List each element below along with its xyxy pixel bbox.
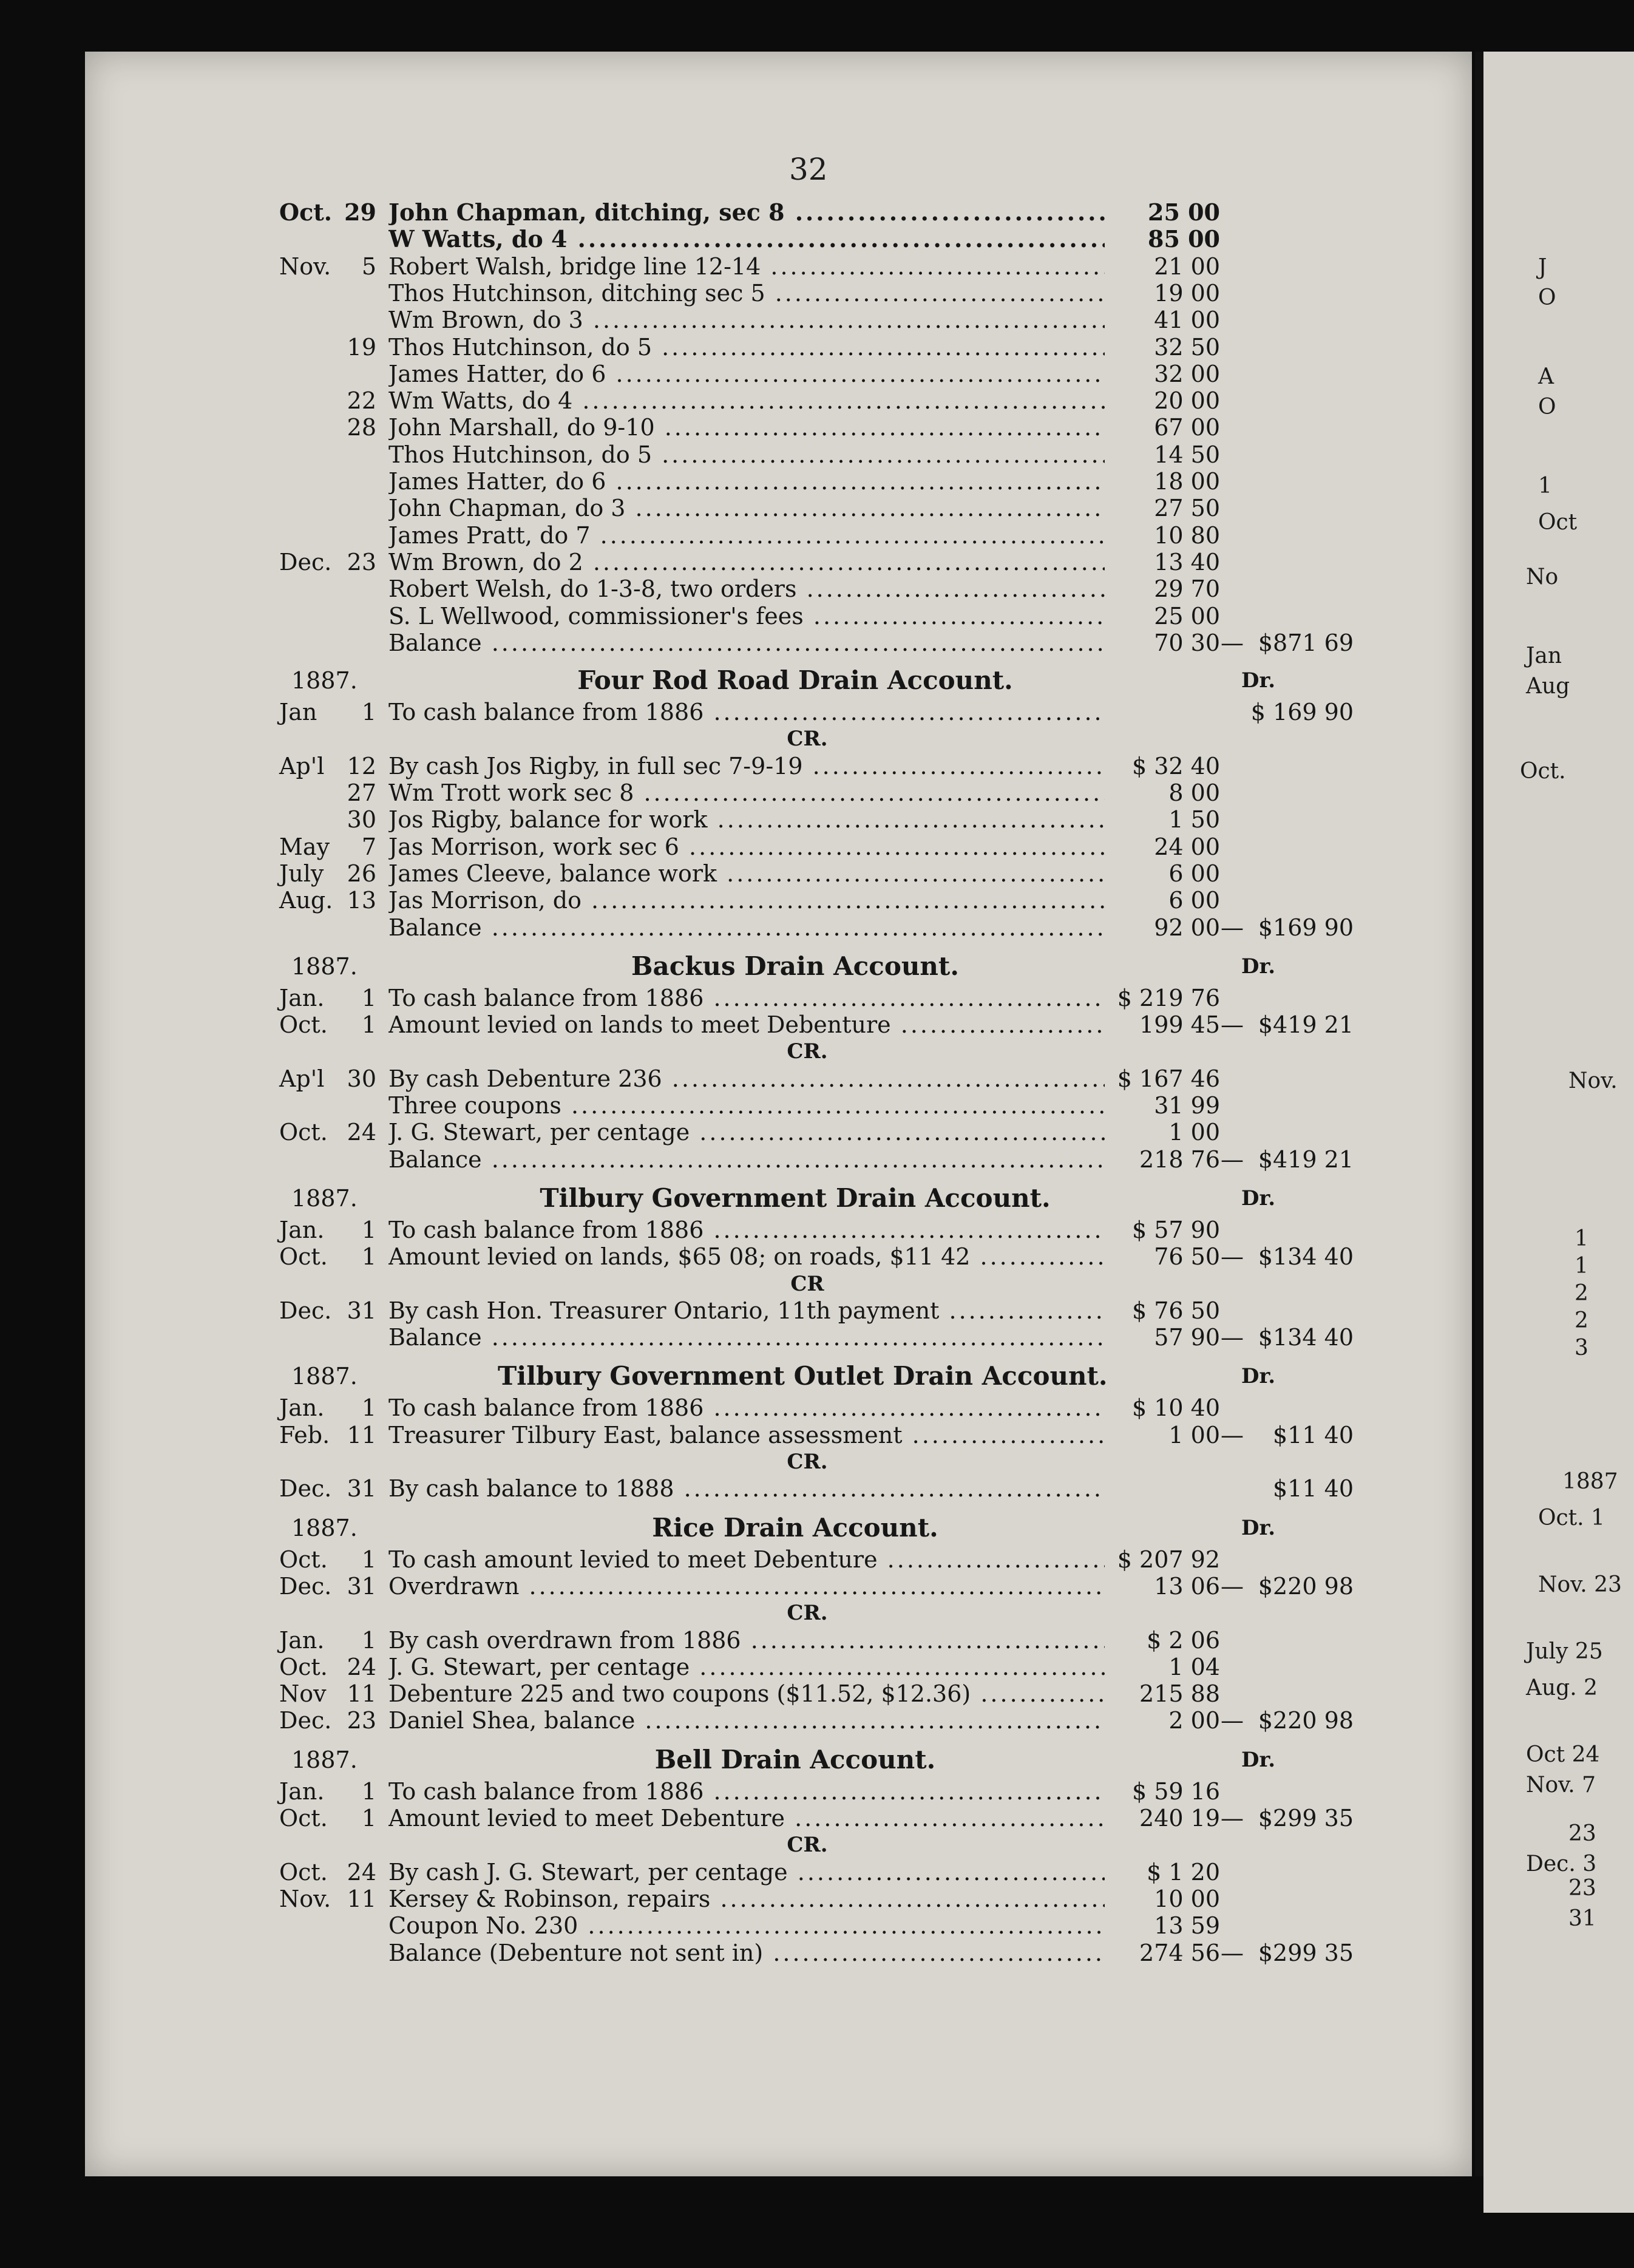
ledger-entry: [0, 495, 1634, 521]
ledger-entry: [0, 1119, 1634, 1146]
ledger-entry: [0, 1680, 1634, 1707]
entry-amount: $ 207 92: [1117, 1546, 1220, 1573]
credit-heading: [0, 1038, 1634, 1065]
entry-month: Oct.: [279, 1243, 328, 1271]
account-heading: [0, 953, 1634, 987]
entry-description: James Hatter, do 6 .....: [388, 468, 1105, 495]
entry-amount: $ 167 46: [1117, 1065, 1220, 1092]
entry-description: To cash balance from 1886 .....: [388, 1217, 1105, 1243]
entry-day: 29: [344, 199, 376, 226]
entry-day: 1: [361, 699, 376, 726]
entry-description: Balance .....: [388, 914, 1105, 941]
entry-day: 1: [361, 1394, 376, 1422]
facing-page-fragment: No: [1526, 565, 1559, 589]
entry-month: Ap'l: [279, 752, 325, 779]
entry-month: Oct.: [279, 1546, 328, 1573]
entry-amount: 1 50: [1168, 806, 1220, 834]
ledger-entry: [0, 1475, 1634, 1502]
facing-page-fragment: Nov. 23: [1538, 1572, 1622, 1597]
ledger-entry: [0, 1297, 1634, 1324]
entry-description: Balance .....: [388, 1146, 1105, 1173]
entry-day: 31: [347, 1297, 376, 1324]
ledger-entry: [0, 914, 1634, 941]
entry-month: Aug.: [279, 887, 333, 914]
entry-day: 1: [361, 1626, 376, 1654]
entry-amount: 13 06: [1154, 1572, 1220, 1600]
entry-day: 24: [347, 1858, 376, 1886]
entry-amount: $ 57 90: [1131, 1216, 1220, 1243]
facing-page-fragment: 31: [1568, 1906, 1596, 1931]
ledger-entry: [0, 1912, 1634, 1939]
credit-label: CR.: [787, 1833, 828, 1858]
facing-page-fragment: 23: [1568, 1821, 1596, 1846]
ledger-entry: [0, 1324, 1634, 1351]
entry-amount: $ 10 40: [1131, 1394, 1220, 1422]
ledger-entry: [0, 1805, 1634, 1832]
entry-month: July: [279, 860, 324, 887]
entry-month: Jan.: [279, 1626, 325, 1654]
entry-month: Oct.: [279, 1805, 328, 1832]
credit-heading: [0, 1448, 1634, 1475]
entry-description: Balance .....: [388, 1324, 1105, 1351]
entry-description: Robert Welsh, do 1-3-8, two orders .....: [388, 575, 1105, 602]
ledger-entry: [0, 779, 1634, 806]
entry-description: Treasurer Tilbury East, balance assessment .....: [388, 1422, 1105, 1448]
entry-total: $299 35: [1258, 1939, 1354, 1966]
entry-day: 31: [347, 1475, 376, 1502]
entry-total: $220 98: [1258, 1707, 1354, 1734]
entry-description: By cash Jos Rigby, in full sec 7-9-19 .....: [388, 753, 1105, 779]
entry-month: Dec.: [279, 1475, 332, 1502]
entry-total: $134 40: [1258, 1324, 1354, 1351]
entry-day: 19: [347, 333, 376, 361]
entry-description: Amount levied on lands to meet Debenture .....: [388, 1011, 1105, 1038]
entry-amount: 32 50: [1154, 333, 1220, 361]
entry-amount: 14 50: [1154, 441, 1220, 468]
entry-amount: 21 00: [1154, 253, 1220, 280]
facing-page-fragment: O: [1538, 285, 1556, 310]
entry-amount: 215 88: [1139, 1680, 1220, 1708]
entry-description: John Chapman, ditching, sec 8 .....: [388, 199, 1105, 226]
facing-page-fragment: A: [1538, 364, 1554, 389]
entry-total: $419 21: [1258, 1011, 1354, 1039]
account-year: 1887.: [291, 1184, 358, 1212]
ledger-entry: [0, 1011, 1634, 1038]
ledger-entry: [0, 549, 1634, 575]
entry-day: 24: [347, 1653, 376, 1680]
entry-amount: 70 30: [1154, 629, 1220, 656]
entry-description: Kersey & Robinson, repairs .....: [388, 1886, 1105, 1912]
entry-amount: 27 50: [1154, 495, 1220, 522]
entry-description: By cash balance to 1888 .....: [388, 1475, 1105, 1502]
entry-description: James Cleeve, balance work .....: [388, 860, 1105, 887]
total-dash: —: [1221, 1572, 1244, 1600]
ledger-entry: [0, 1065, 1634, 1092]
entry-day: 1: [361, 1777, 376, 1805]
credit-heading: [0, 1832, 1634, 1858]
debit-label: Dr.: [1241, 668, 1276, 693]
entry-amount: 1 00: [1168, 1119, 1220, 1146]
entry-description: Three coupons .....: [388, 1092, 1105, 1119]
entry-amount: 10 80: [1154, 521, 1220, 549]
entry-month: Dec.: [279, 1707, 332, 1734]
entry-day: 7: [361, 833, 376, 860]
entry-description: To cash balance from 1886 .....: [388, 1394, 1105, 1421]
entry-day: 30: [347, 806, 376, 834]
account-heading: [0, 1512, 1634, 1549]
entry-description: By cash J. G. Stewart, per centage .....: [388, 1859, 1105, 1886]
entry-description: To cash amount levied to meet Debenture .....: [388, 1546, 1105, 1573]
total-dash: —: [1221, 1805, 1244, 1832]
entry-day: 1: [361, 1243, 376, 1271]
entry-amount: 29 70: [1154, 575, 1220, 603]
entry-description: J. G. Stewart, per centage .....: [388, 1654, 1105, 1680]
debit-label: Dr.: [1241, 1515, 1276, 1540]
ledger-entry: [0, 699, 1634, 725]
entry-day: 11: [347, 1680, 376, 1708]
entry-day: 1: [361, 984, 376, 1011]
entry-day: 27: [347, 779, 376, 806]
entry-amount: $ 219 76: [1117, 984, 1220, 1011]
ledger-entry: [0, 226, 1634, 253]
account-title: Bell Drain Account.: [654, 1744, 936, 1774]
ledger-entry: [0, 1654, 1634, 1680]
entry-day: 1: [361, 1011, 376, 1039]
entry-description: Balance .....: [388, 630, 1105, 656]
entry-day: 1: [361, 1805, 376, 1832]
ledger-entry: [0, 1243, 1634, 1270]
account-year: 1887.: [291, 1746, 358, 1773]
entry-total: $134 40: [1258, 1243, 1354, 1271]
total-dash: —: [1221, 629, 1244, 656]
facing-page-fragment: Jan: [1526, 643, 1562, 668]
ledger-entry: [0, 1886, 1634, 1912]
entry-day: 1: [361, 1546, 376, 1573]
entry-amount: 1 00: [1168, 1421, 1220, 1448]
entry-description: Debenture 225 and two coupons ($11.52, $12.36) .....: [388, 1680, 1105, 1707]
ledger-entry: [0, 1707, 1634, 1734]
entry-description: Jas Morrison, do .....: [388, 887, 1105, 914]
ledger-entry: [0, 834, 1634, 860]
entry-total: $169 90: [1258, 914, 1354, 941]
entry-month: Feb.: [279, 1421, 330, 1448]
entry-month: Jan.: [279, 1394, 325, 1422]
entry-day: 23: [347, 1707, 376, 1734]
entry-description: By cash Debenture 236 .....: [388, 1065, 1105, 1092]
ledger-entry: [0, 1573, 1634, 1600]
entry-total: $11 40: [1273, 1475, 1354, 1502]
entry-description: J. G. Stewart, per centage .....: [388, 1119, 1105, 1146]
entry-description: By cash Hon. Treasurer Ontario, 11th payment .....: [388, 1297, 1105, 1324]
entry-day: 28: [347, 414, 376, 441]
credit-label: CR.: [787, 1039, 828, 1064]
total-dash: —: [1221, 1707, 1244, 1734]
ledger-entry: [0, 1859, 1634, 1886]
credit-heading: [0, 1600, 1634, 1626]
entry-month: May: [279, 833, 330, 860]
entry-description: Coupon No. 230 .....: [388, 1912, 1105, 1939]
entry-amount: $ 59 16: [1131, 1777, 1220, 1805]
total-dash: —: [1221, 1939, 1244, 1966]
ledger-entry: [0, 985, 1634, 1011]
facing-page-fragment: Nov. 7: [1526, 1773, 1596, 1798]
entry-month: Ap'l: [279, 1065, 325, 1092]
entry-description: S. L Wellwood, commissioner's fees .....: [388, 603, 1105, 630]
facing-page-fragment: Oct. 1: [1538, 1506, 1605, 1530]
entry-description: Wm Watts, do 4 .....: [388, 387, 1105, 414]
debit-label: Dr.: [1241, 1364, 1276, 1389]
entry-month: Jan.: [279, 1216, 325, 1243]
entry-amount: 8 00: [1168, 779, 1220, 806]
account-year: 1887.: [291, 1363, 358, 1390]
entry-description: Overdrawn .....: [388, 1573, 1105, 1600]
entry-amount: 76 50: [1154, 1243, 1220, 1271]
facing-page-fragment: 2: [1575, 1281, 1588, 1306]
entry-description: James Hatter, do 6 .....: [388, 361, 1105, 387]
ledger-entry: [0, 199, 1634, 226]
total-dash: —: [1221, 914, 1244, 941]
ledger-entry: [0, 1217, 1634, 1243]
facing-page-fragment: 3: [1575, 1336, 1588, 1360]
ledger-entry: [0, 603, 1634, 630]
account-title: Rice Drain Account.: [652, 1512, 938, 1543]
credit-label: CR: [790, 1271, 824, 1296]
ledger-entry: [0, 522, 1634, 549]
ledger-entry: [0, 1092, 1634, 1119]
entry-day: 22: [347, 387, 376, 415]
credit-label: CR.: [787, 1601, 828, 1626]
entry-description: Amount levied to meet Debenture .....: [388, 1805, 1105, 1832]
entry-amount: 32 00: [1154, 360, 1220, 387]
facing-page-fragment: July 25: [1526, 1639, 1603, 1664]
entry-description: Daniel Shea, balance .....: [388, 1707, 1105, 1734]
entry-amount: 92 00: [1154, 914, 1220, 941]
account-heading: [0, 1185, 1634, 1219]
entry-description: James Pratt, do 7 .....: [388, 522, 1105, 549]
entry-amount: $ 32 40: [1131, 752, 1220, 779]
entry-month: Oct.: [279, 1011, 328, 1039]
entry-day: 13: [347, 887, 376, 914]
entry-amount: 20 00: [1154, 387, 1220, 415]
entry-month: Jan: [279, 699, 317, 726]
entry-month: Oct.: [279, 1119, 328, 1146]
entry-amount: 25 00: [1148, 199, 1220, 226]
entry-month: Dec.: [279, 1297, 332, 1324]
page-number: 32: [789, 152, 828, 187]
ledger-entry: [0, 753, 1634, 779]
entry-day: 5: [361, 253, 376, 280]
entry-amount: 31 99: [1154, 1092, 1220, 1119]
entry-day: 11: [347, 1421, 376, 1448]
entry-amount: 218 76: [1139, 1146, 1220, 1173]
entry-description: To cash balance from 1886 .....: [388, 985, 1105, 1011]
entry-amount: 6 00: [1168, 887, 1220, 914]
entry-description: Thos Hutchinson, do 5 .....: [388, 334, 1105, 361]
entry-amount: 85 00: [1148, 225, 1220, 253]
account-title: Four Rod Road Drain Account.: [577, 665, 1013, 696]
debit-label: Dr.: [1241, 1186, 1276, 1210]
entry-month: Dec.: [279, 1572, 332, 1600]
credit-label: CR.: [787, 727, 828, 752]
ledger-entry: [0, 1627, 1634, 1654]
facing-page-fragment: J: [1538, 255, 1547, 280]
ledger-entry: [0, 361, 1634, 387]
entry-day: 11: [347, 1885, 376, 1912]
credit-heading: [0, 1271, 1634, 1297]
entry-amount: 41 00: [1154, 307, 1220, 334]
entry-month: Oct.: [279, 1858, 328, 1886]
entry-description: Amount levied on lands, $65 08; on roads, $11 42 .....: [388, 1243, 1105, 1270]
entry-amount: $ 1 20: [1147, 1858, 1220, 1886]
account-heading: [0, 667, 1634, 701]
entry-description: By cash overdrawn from 1886 .....: [388, 1627, 1105, 1654]
facing-page-fragment: 23: [1568, 1876, 1596, 1901]
entry-description: Thos Hutchinson, ditching sec 5 .....: [388, 280, 1105, 307]
entry-total: $419 21: [1258, 1146, 1354, 1173]
entry-amount: 67 00: [1154, 414, 1220, 441]
entry-description: Balance (Debenture not sent in) .....: [388, 1940, 1105, 1966]
facing-page-fragment: Oct 24: [1526, 1742, 1600, 1767]
entry-amount: 240 19: [1139, 1805, 1220, 1832]
entry-description: Robert Walsh, bridge line 12-14 .....: [388, 253, 1105, 280]
facing-page-fragment: Oct: [1538, 510, 1578, 535]
ledger-entry: [0, 307, 1634, 333]
ledger-entry: [0, 887, 1634, 914]
facing-page-fragment: Oct.: [1520, 759, 1566, 784]
ledger-entry: [0, 1394, 1634, 1421]
credit-heading: [0, 725, 1634, 752]
total-dash: —: [1221, 1421, 1244, 1448]
entry-description: W Watts, do 4 .....: [388, 226, 1105, 253]
ledger-entry: [0, 468, 1634, 495]
facing-page-fragment: Aug: [1526, 674, 1570, 699]
entry-total: $ 169 90: [1250, 699, 1354, 726]
entry-description: To cash balance from 1886 .....: [388, 699, 1105, 725]
entry-day: 23: [347, 548, 376, 575]
total-dash: —: [1221, 1011, 1244, 1039]
total-dash: —: [1221, 1324, 1244, 1351]
account-title: Backus Drain Account.: [631, 951, 959, 981]
entry-month: Oct.: [279, 199, 333, 226]
entry-description: To cash balance from 1886 .....: [388, 1778, 1105, 1805]
facing-page-fragment: 1: [1575, 1254, 1588, 1278]
entry-month: Dec.: [279, 548, 332, 575]
credit-label: CR.: [787, 1450, 828, 1474]
entry-amount: $ 76 50: [1131, 1297, 1220, 1324]
ledger-entry: [0, 334, 1634, 361]
account-title: Tilbury Government Outlet Drain Account.: [498, 1361, 1108, 1391]
entry-description: Wm Brown, do 3 .....: [388, 307, 1105, 333]
entry-day: 12: [347, 752, 376, 779]
ledger-entry: [0, 441, 1634, 468]
total-dash: —: [1221, 1243, 1244, 1271]
entry-amount: 18 00: [1154, 468, 1220, 495]
entry-amount: 1 04: [1168, 1653, 1220, 1680]
account-heading: [0, 1363, 1634, 1397]
account-year: 1887.: [291, 667, 358, 694]
ledger-entry: [0, 1778, 1634, 1805]
entry-day: 1: [361, 1216, 376, 1243]
ledger-entry: [0, 1146, 1634, 1173]
ledger-entry: [0, 575, 1634, 602]
ledger-entry: [0, 630, 1634, 656]
entry-month: Jan.: [279, 1777, 325, 1805]
entry-month: Nov: [279, 1680, 327, 1708]
entry-day: 26: [347, 860, 376, 887]
entry-amount: $ 2 06: [1147, 1626, 1220, 1654]
total-dash: —: [1221, 1146, 1244, 1173]
ledger-entry: [0, 253, 1634, 280]
entry-amount: 24 00: [1154, 833, 1220, 860]
ledger-entry: [0, 387, 1634, 414]
entry-description: Thos Hutchinson, do 5 .....: [388, 441, 1105, 468]
entry-amount: 10 00: [1154, 1885, 1220, 1912]
account-title: Tilbury Government Drain Account.: [540, 1183, 1051, 1213]
entry-amount: 13 40: [1154, 548, 1220, 575]
facing-page-fragment: 1887: [1562, 1469, 1618, 1494]
entry-total: $871 69: [1258, 629, 1354, 656]
facing-page-fragment: Dec. 3: [1526, 1852, 1597, 1876]
account-year: 1887.: [291, 1514, 358, 1541]
entry-total: $11 40: [1273, 1421, 1354, 1448]
entry-amount: 2 00: [1168, 1707, 1220, 1734]
entry-description: Jas Morrison, work sec 6 .....: [388, 834, 1105, 860]
facing-page-fragment: 2: [1575, 1308, 1588, 1333]
debit-label: Dr.: [1241, 1747, 1276, 1772]
entry-description: Jos Rigby, balance for work .....: [388, 806, 1105, 833]
entry-amount: 57 90: [1154, 1324, 1220, 1351]
entry-total: $299 35: [1258, 1805, 1354, 1832]
ledger-entry: [0, 414, 1634, 441]
ledger-entry: [0, 1940, 1634, 1966]
facing-page-fragment: 1: [1575, 1226, 1588, 1251]
entry-month: Jan.: [279, 984, 325, 1011]
ledger-entry: [0, 1422, 1634, 1448]
entry-month: Oct.: [279, 1653, 328, 1680]
debit-label: Dr.: [1241, 954, 1276, 979]
facing-page-fragment: Aug. 2: [1526, 1676, 1598, 1700]
ledger-entry: [0, 860, 1634, 887]
ledger-entry: [0, 280, 1634, 307]
facing-page-fragment: 1: [1538, 474, 1552, 498]
entry-day: 31: [347, 1572, 376, 1600]
entry-amount: 6 00: [1168, 860, 1220, 887]
entry-amount: 199 45: [1139, 1011, 1220, 1039]
ledger-entry: [0, 806, 1634, 833]
entry-amount: 19 00: [1154, 279, 1220, 307]
entry-month: Nov.: [279, 253, 331, 280]
entry-month: Nov.: [279, 1885, 331, 1912]
facing-page-fragment: Nov.: [1568, 1068, 1618, 1093]
account-year: 1887.: [291, 952, 358, 980]
ledger-entry: [0, 1546, 1634, 1573]
entry-amount: 274 56: [1139, 1939, 1220, 1966]
facing-page-fragment: O: [1538, 395, 1556, 419]
entry-amount: 13 59: [1154, 1912, 1220, 1940]
entry-description: John Marshall, do 9-10 .....: [388, 414, 1105, 441]
account-heading: [0, 1744, 1634, 1781]
entry-description: Wm Brown, do 2 .....: [388, 549, 1105, 575]
entry-description: Wm Trott work sec 8 .....: [388, 779, 1105, 806]
entry-day: 24: [347, 1119, 376, 1146]
entry-description: John Chapman, do 3 .....: [388, 495, 1105, 521]
entry-total: $220 98: [1258, 1572, 1354, 1600]
entry-amount: 25 00: [1154, 602, 1220, 630]
entry-day: 30: [347, 1065, 376, 1092]
